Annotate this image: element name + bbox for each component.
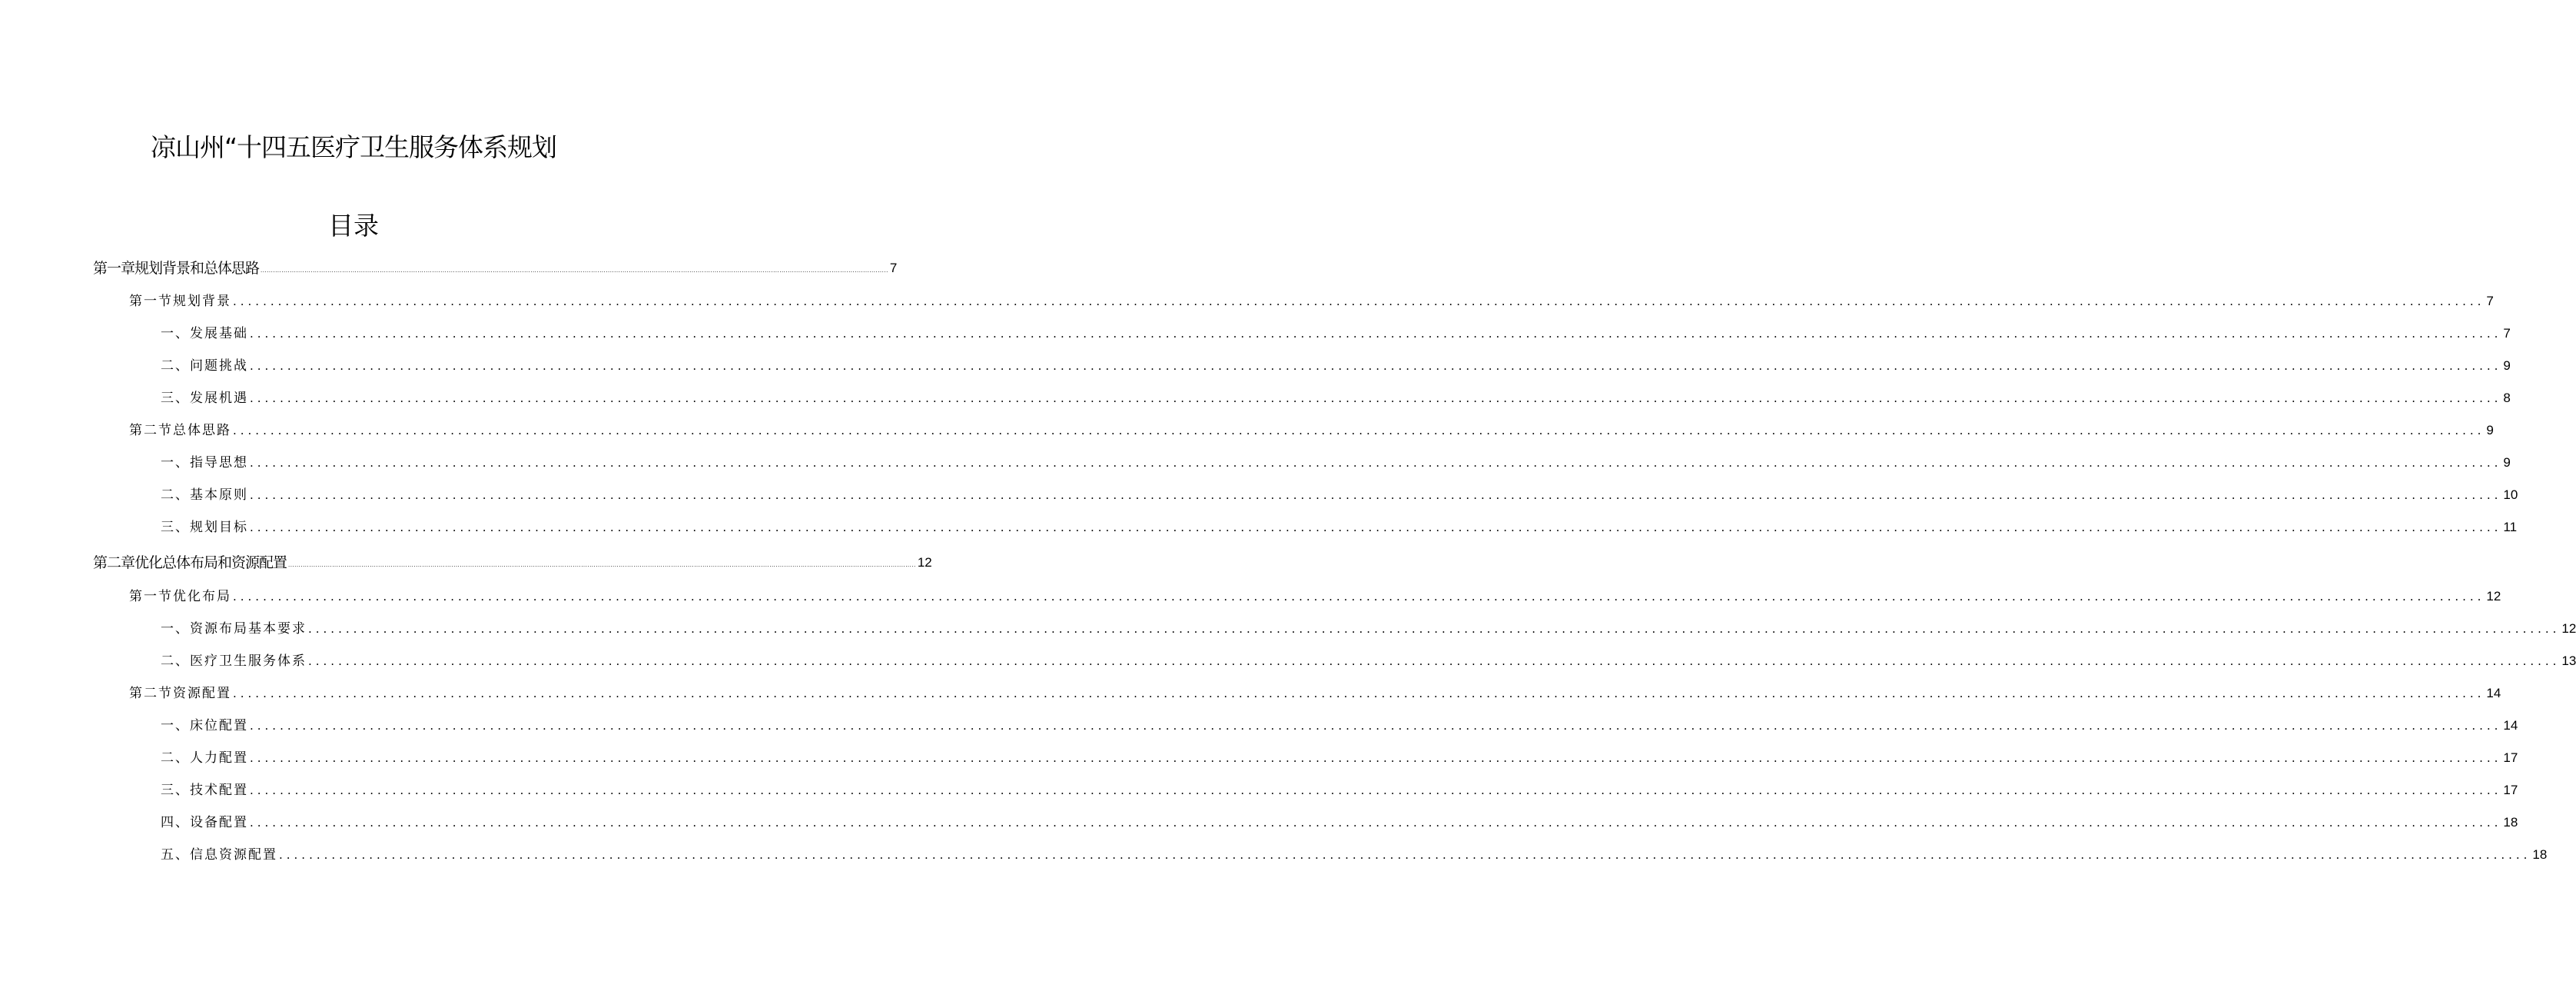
toc-leader-dots: ............................................................................................................................................................................................................................................................................................................ <box>250 456 2502 470</box>
toc-entry-label: 第二章优化总体布局和资源配置 <box>93 554 287 571</box>
toc-leader-dots: ............................................................................................................................................................................................................................................................................................................ <box>250 783 2502 797</box>
toc-entry-subsection[interactable] <box>161 748 2518 767</box>
toc-entry-label: 二、问题挑战 <box>161 358 248 374</box>
toc-leader-dots: ............................................................................................................................................................................................................................................................................................................ <box>250 751 2502 765</box>
toc-entry-label: 第二节总体思路 <box>129 423 231 438</box>
toc-leader-dots: ............................................................................................................................................................................................................................................................................................................ <box>308 622 2561 636</box>
toc-entry-subsection[interactable] <box>161 716 2518 734</box>
toc-leader-dots: ............................................................................................................................................................................................................................................................................................................ <box>250 520 2502 534</box>
toc-entry-label: 第一节规划背景 <box>129 294 231 309</box>
toc-leader-dots: ............................................................................................................................................................................................................................................................................................................ <box>250 719 2502 733</box>
toc-leader-dots: ............................................................................................................................................................................................................................................................................................................ <box>233 590 2485 604</box>
toc-leader-dots: ............................................................................................................................................................................................................................................................................................................ <box>261 267 888 274</box>
toc-entry-subsection[interactable] <box>161 780 2518 799</box>
toc-entry-label: 二、医疗卫生服务体系 <box>161 653 307 669</box>
toc-entry-section[interactable] <box>129 683 2501 702</box>
toc-entry-subsection[interactable] <box>161 813 2518 831</box>
toc-entry-subsection[interactable] <box>161 356 2511 374</box>
toc-entry-label: 三、技术配置 <box>161 783 248 798</box>
toc-entry-page: 9 <box>2503 358 2511 373</box>
toc-entry-page: 12 <box>2561 621 2576 636</box>
toc-entry-label: 第二节资源配置 <box>129 686 231 701</box>
toc-entry-label: 五、信息资源配置 <box>161 847 277 863</box>
toc-entry-label: 二、基本原则 <box>161 487 248 503</box>
toc-entry-subsection[interactable] <box>161 845 2548 863</box>
toc-entry-page: 17 <box>2503 783 2518 797</box>
toc-entry-chapter-2[interactable] <box>93 553 932 571</box>
toc-entry-page: 18 <box>2503 815 2518 830</box>
toc-entry-page: 12 <box>917 555 932 570</box>
toc-entry-page: 9 <box>2503 455 2511 470</box>
toc-entry-page: 8 <box>2503 391 2511 405</box>
toc-entry-label: 三、发展机遇 <box>161 391 248 406</box>
toc-leader-dots: ............................................................................................................................................................................................................................................................................................................ <box>250 327 2502 341</box>
toc-entry-page: 13 <box>2561 653 2576 668</box>
toc-entry-page: 12 <box>2486 589 2501 604</box>
toc-entry-section[interactable] <box>129 291 2494 310</box>
toc-leader-dots: ............................................................................................................................................................................................................................................................................................................ <box>233 687 2485 700</box>
toc-entry-page: 10 <box>2503 487 2518 502</box>
toc-entry-page: 11 <box>2503 520 2518 534</box>
toc-entry-label: 第一章规划背景和总体思路 <box>93 260 260 277</box>
toc-entry-label: 一、床位配置 <box>161 718 248 733</box>
toc-entry-page: 9 <box>2486 423 2494 437</box>
toc-entry-subsection[interactable] <box>161 324 2511 342</box>
toc-entry-label: 四、设备配置 <box>161 815 248 830</box>
toc-entry-page: 17 <box>2503 750 2518 765</box>
toc-entry-page: 7 <box>2503 326 2511 341</box>
toc-entry-page: 7 <box>889 261 898 275</box>
toc-leader-dots: ............................................................................................................................................................................................................................................................................................................ <box>250 359 2502 373</box>
toc-entry-page: 18 <box>2532 847 2548 862</box>
toc-entry-section[interactable] <box>129 421 2494 439</box>
toc-entry-subsection[interactable] <box>161 453 2511 471</box>
toc-heading: 目录 <box>328 211 379 241</box>
toc-entry-page: 7 <box>2486 294 2494 308</box>
toc-entry-subsection[interactable] <box>161 619 2576 637</box>
toc-entry-label: 一、资源布局基本要求 <box>161 621 307 637</box>
toc-leader-dots: ............................................................................................................................................................................................................................................................................................................ <box>288 561 916 568</box>
toc-leader-dots: ............................................................................................................................................................................................................................................................................................................ <box>250 816 2502 830</box>
toc-entry-page: 14 <box>2503 718 2518 733</box>
document-title: 凉山州“十四五医疗卫生服务体系规划 <box>150 132 557 162</box>
toc-leader-dots: ............................................................................................................................................................................................................................................................................................................ <box>250 488 2502 502</box>
toc-leader-dots: ............................................................................................................................................................................................................................................................................................................ <box>279 848 2531 862</box>
toc-entry-section[interactable] <box>129 587 2501 605</box>
toc-entry-label: 一、发展基础 <box>161 326 248 341</box>
toc-entry-label: 第一节优化布局 <box>129 589 231 604</box>
toc-entry-subsection[interactable] <box>161 517 2518 536</box>
toc-entry-label: 二、人力配置 <box>161 750 248 766</box>
toc-leader-dots: ............................................................................................................................................................................................................................................................................................................ <box>308 654 2561 668</box>
toc-entry-chapter-1[interactable] <box>93 258 898 277</box>
toc-entry-label: 三、规划目标 <box>161 520 248 535</box>
toc-entry-subsection[interactable] <box>161 651 2576 670</box>
toc-entry-label: 一、指导思想 <box>161 455 248 471</box>
toc-leader-dots: ............................................................................................................................................................................................................................................................................................................ <box>233 424 2485 437</box>
toc-entry-subsection[interactable] <box>161 485 2518 504</box>
toc-leader-dots: ............................................................................................................................................................................................................................................................................................................ <box>250 391 2502 405</box>
toc-leader-dots: ............................................................................................................................................................................................................................................................................................................ <box>233 294 2485 308</box>
toc-entry-page: 14 <box>2486 686 2501 700</box>
toc-entry-subsection[interactable] <box>161 388 2511 407</box>
